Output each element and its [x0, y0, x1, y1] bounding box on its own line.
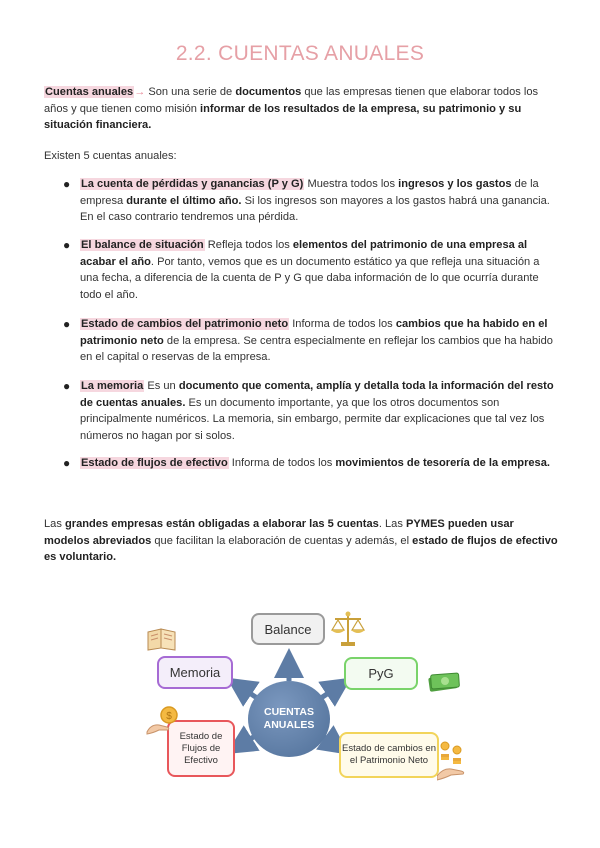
arrow-right-up: [321, 686, 339, 698]
arrow-icon: →: [134, 86, 146, 98]
arrow-left-up: [239, 686, 257, 698]
bullet-icon: ●: [63, 317, 71, 331]
list-item: El balance de situación Refleja todos los elementos del patrimonio de una empresa al acabar el año. Por tanto, vemos que es un documento estático ya que refleja una situación a una fecha, a diferencia de la cuenta de P y G que daba información de lo que ocurría durante todo el año.: [80, 239, 540, 301]
scale-icon: [331, 610, 365, 648]
bullet-icon: ●: [63, 238, 71, 252]
flujos-box: Estado de Flujos de Efectivo: [167, 720, 235, 777]
arrow-right-down: [323, 736, 337, 746]
bullet-icon: ●: [63, 456, 71, 470]
memoria-box: Memoria: [157, 656, 233, 689]
count-text: Existen 5 cuentas anuales:: [44, 150, 177, 162]
pyg-box: PyG: [344, 657, 418, 690]
list-item: La cuenta de pérdidas y ganancias (P y G) Muestra todos los ingresos y los gastos de la empresa durante el último año. Si los ingresos son mayores a los gastos habrá una ganancia. En el caso contrario tendremos una pérdida.: [80, 178, 550, 223]
coin-hand-icon: [145, 706, 181, 736]
balance-box: Balance: [251, 613, 325, 645]
cambios-box: Estado de cambios en el Patrimonio Neto: [339, 732, 439, 778]
bullet-icon: ●: [63, 379, 71, 393]
list-item: La memoria Es un documento que comenta, amplía y detalla toda la información del resto de cuentas anuales. Es un documento importante, ya que los otros documentos son principalmente numéricos. La memoria, sin embargo, permite dar explicaciones que tal vez los números no hagan por si solos.: [80, 380, 554, 442]
term-highlight: Cuentas anuales: [45, 86, 134, 98]
page-title: 2.2. CUENTAS ANUALES: [175, 42, 425, 65]
list-item: Estado de flujos de efectivo Informa de todos los movimientos de tesorería de la empresa.: [81, 457, 550, 469]
intro-paragraph: Cuentas anuales→ Son una serie de documentos que las empresas tienen que elaborar todos los años y que tienen como misión informar de los resultados de la empresa, su patrimonio y su situación financiera.: [44, 86, 539, 131]
money-icon: [427, 668, 461, 694]
book-icon: [145, 626, 179, 652]
closing-paragraph: Las grandes empresas están obligadas a elaborar las 5 cuentas. Las PYMES pueden usar modelos abreviados que facilitan la elaboración de cuentas y además, el estado de flujos de efectivo es voluntario.: [44, 518, 558, 563]
svg-text:$: $: [166, 711, 172, 722]
cuentas-anuales-diagram: [135, 608, 470, 793]
bullet-icon: ●: [63, 177, 71, 191]
coins-hand-icon: [437, 740, 471, 784]
list-item: Estado de cambios del patrimonio neto Informa de todos los cambios que ha habido en el patrimonio neto de la empresa. Se centra especialmente en reflejar los cambios que ha habido en el capital o reservas de la empresa.: [80, 318, 553, 363]
center-circle: CUENTAS ANUALES: [248, 681, 330, 757]
